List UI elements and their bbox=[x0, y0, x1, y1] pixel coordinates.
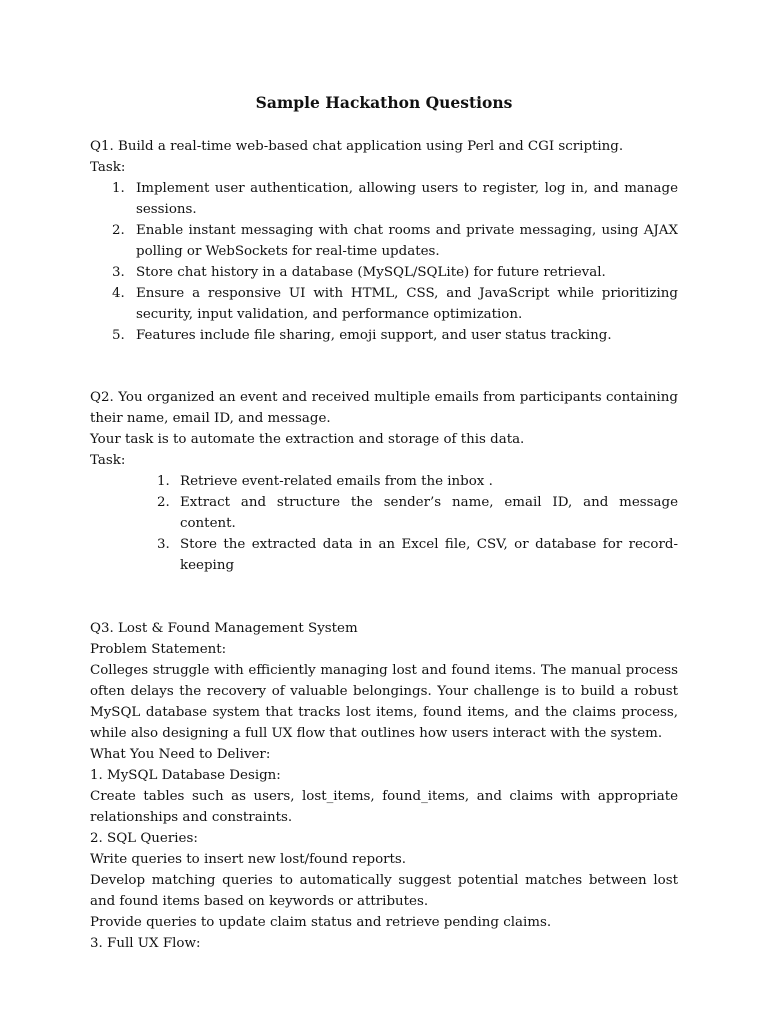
list-number: 5. bbox=[112, 328, 125, 343]
list-number: 2. bbox=[112, 223, 125, 238]
q3-section3-title: 3. Full UX Flow: bbox=[90, 936, 201, 951]
q3-section2-line1: Write queries to insert new lost/found reports. bbox=[90, 852, 407, 867]
list-number: 2. bbox=[157, 495, 170, 510]
list-item-text: Features include file sharing, emoji support, and user status tracking. bbox=[136, 328, 612, 343]
list-item-text: Ensure a responsive UI with HTML, CSS, and JavaScript while prioritizing security, input validation, and performance optimization. bbox=[136, 286, 678, 322]
list-item bbox=[90, 492, 678, 534]
q1-task-label: Task: bbox=[90, 160, 126, 175]
q3-problem-text: Colleges struggle with efficiently managing lost and found items. The manual process often delays the recovery of valuable belongings. Your challenge is to build a robust MySQL database system that tracks lost items, found items, and the claims process, while also designing a full UX flow that outlines how users interact with the system. bbox=[90, 663, 678, 741]
q3-problem-label: Problem Statement: bbox=[90, 642, 227, 657]
list-item-text: Enable instant messaging with chat rooms and private messaging, using AJAX polling or WebSockets for real-time updates. bbox=[136, 223, 678, 259]
q2-task-label: Task: bbox=[90, 453, 126, 468]
q3-section1-title: 1. MySQL Database Design: bbox=[90, 768, 281, 783]
list-item bbox=[90, 534, 678, 576]
list-item-text: Retrieve event-related emails from the inbox . bbox=[180, 474, 493, 489]
list-item bbox=[90, 178, 678, 220]
list-number: 1. bbox=[112, 181, 125, 196]
q2-intro: Your task is to automate the extraction and storage of this data. bbox=[90, 432, 525, 447]
list-item bbox=[90, 262, 678, 283]
list-number: 1. bbox=[157, 474, 170, 489]
list-item bbox=[90, 283, 678, 325]
list-item-text: Implement user authentication, allowing users to register, log in, and manage sessions. bbox=[136, 181, 678, 217]
q3-deliver-label: What You Need to Deliver: bbox=[90, 747, 271, 762]
q2-heading: Q2. You organized an event and received multiple emails from participants containing their name, email ID, and message. bbox=[90, 390, 678, 426]
list-number: 3. bbox=[112, 265, 125, 280]
document-body bbox=[90, 136, 678, 954]
q3-heading: Q3. Lost & Found Management System bbox=[90, 621, 358, 636]
list-item-text: Store chat history in a database (MySQL/SQLite) for future retrieval. bbox=[136, 265, 606, 280]
q3-section2-line3: Provide queries to update claim status and retrieve pending claims. bbox=[90, 915, 552, 930]
list-item-text: Extract and structure the sender’s name, email ID, and message content. bbox=[180, 495, 678, 531]
q3-section2-title: 2. SQL Queries: bbox=[90, 831, 198, 846]
list-item bbox=[90, 220, 678, 262]
q3-section1-text: Create tables such as users, lost_items, found_items, and claims with appropriate relationships and constraints. bbox=[90, 789, 678, 825]
spacer bbox=[90, 346, 678, 387]
q1-task-list bbox=[90, 178, 678, 346]
document-title: Sample Hackathon Questions bbox=[255, 93, 513, 112]
list-item bbox=[90, 471, 678, 492]
list-item-text: Store the extracted data in an Excel file, CSV, or database for record-keeping bbox=[180, 537, 678, 573]
spacer bbox=[90, 576, 678, 618]
list-number: 4. bbox=[112, 286, 125, 301]
q2-task-list bbox=[90, 471, 678, 576]
list-number: 3. bbox=[157, 537, 170, 552]
q3-section2-line2: Develop matching queries to automatically suggest potential matches between lost and found items based on keywords or attributes. bbox=[90, 873, 678, 909]
list-item bbox=[90, 325, 678, 346]
q1-heading: Q1. Build a real-time web-based chat application using Perl and CGI scripting. bbox=[90, 139, 624, 154]
